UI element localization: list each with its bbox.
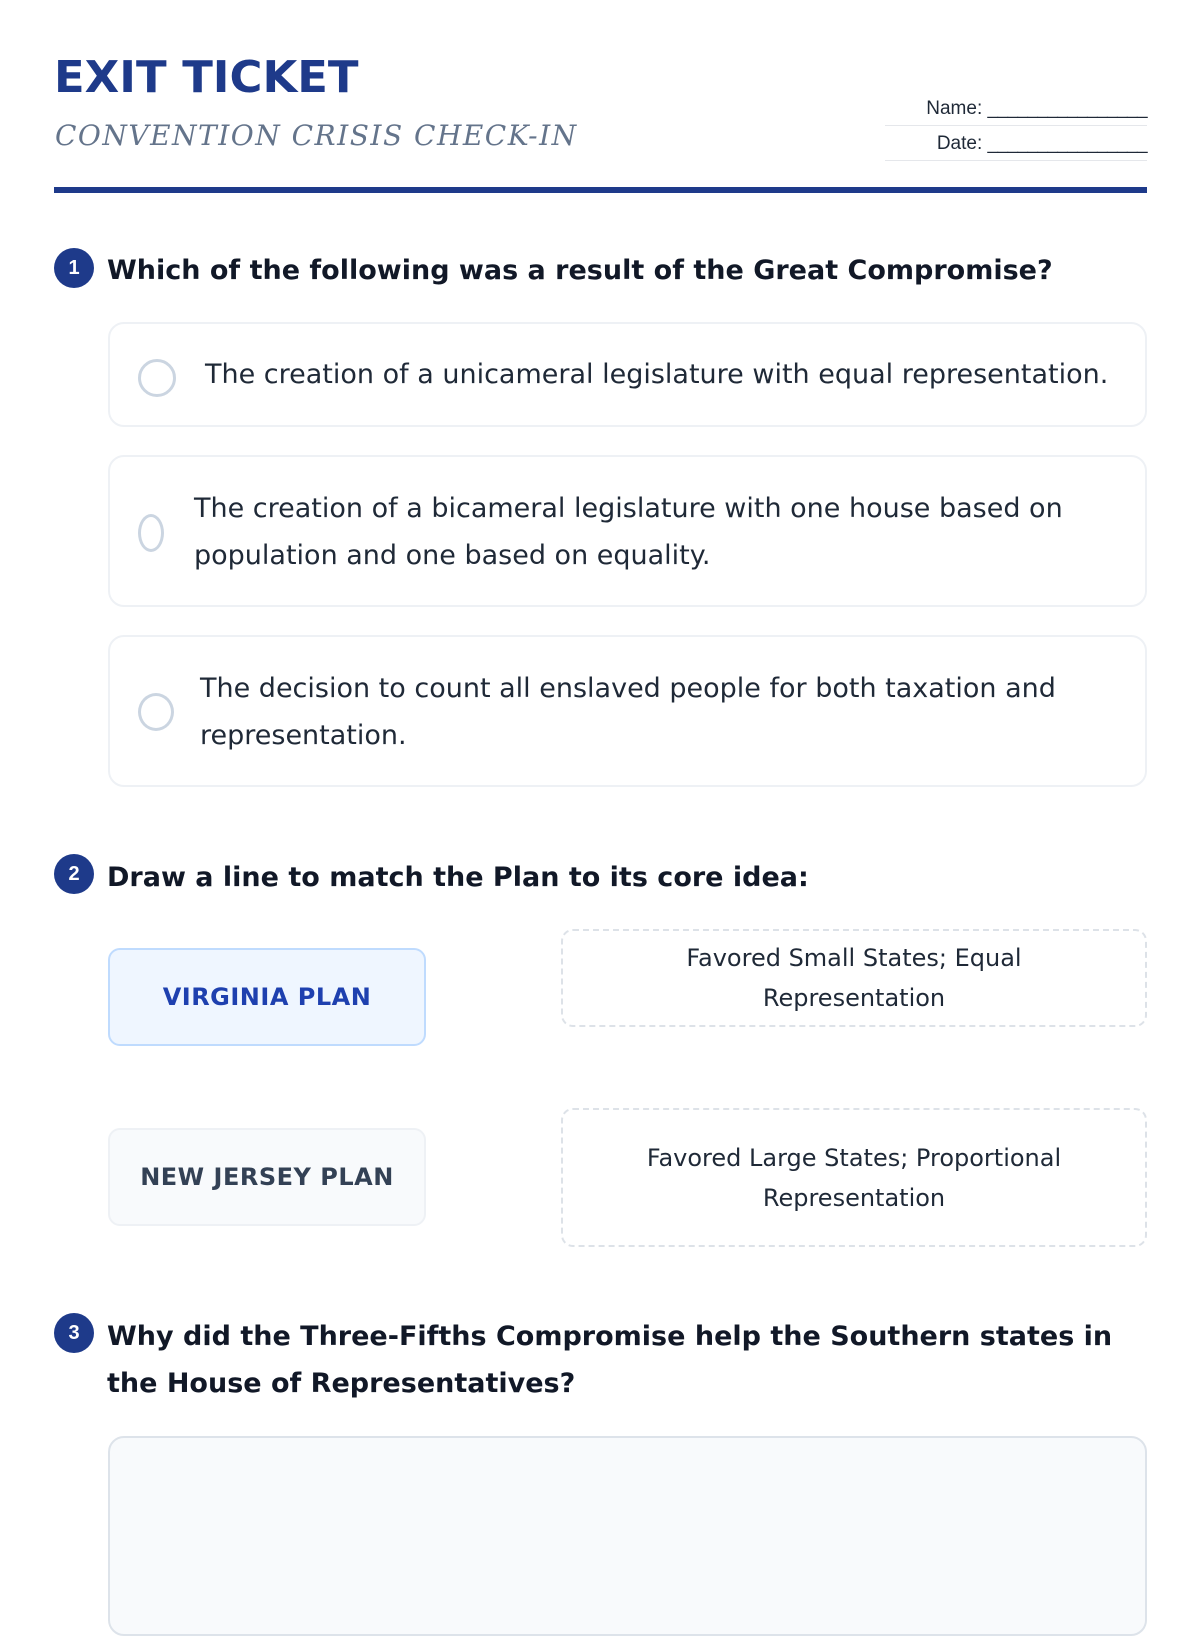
question-number-badge: 2	[54, 854, 94, 894]
question-1-text: Which of the following was a result of the Great Compromise?	[107, 255, 1053, 286]
page-subtitle: CONVENTION CRISIS CHECK-IN	[55, 119, 578, 152]
radio-button[interactable]	[138, 693, 174, 731]
option-1c[interactable]	[108, 635, 1147, 787]
name-blank: ________________	[987, 98, 1147, 119]
option-text: The decision to count all enslaved people for both taxation and representation.	[200, 673, 1056, 751]
question-3-text: Why did the Three-Fifths Compromise help the Southern states in the House of Representatives?	[107, 1321, 1113, 1399]
virginia-plan-card[interactable]: VIRGINIA PLAN	[108, 948, 426, 1046]
date-blank: ________________	[987, 133, 1147, 154]
core-idea-large-states[interactable]: Favored Large States; Proportional Representation	[561, 1108, 1147, 1247]
core-idea-small-states[interactable]: Favored Small States; Equal Representation	[561, 929, 1147, 1027]
header-divider	[54, 187, 1147, 193]
option-text: The creation of a unicameral legislature with equal representation.	[205, 359, 1109, 390]
radio-button[interactable]	[138, 359, 176, 397]
option-text: The creation of a bicameral legislature with one house based on population and one based on equality.	[194, 493, 1063, 571]
radio-button[interactable]	[138, 514, 164, 552]
answer-textarea[interactable]	[108, 1436, 1147, 1636]
name-label: Name:	[926, 98, 983, 119]
name-field[interactable]	[885, 92, 1147, 126]
question-number-badge: 1	[54, 248, 94, 288]
page-title: EXIT TICKET	[54, 52, 359, 103]
date-label: Date:	[936, 133, 983, 154]
date-field[interactable]	[885, 127, 1147, 161]
question-2-text: Draw a line to match the Plan to its core idea:	[107, 862, 809, 893]
new-jersey-plan-card[interactable]: NEW JERSEY PLAN	[108, 1128, 426, 1226]
option-1a[interactable]	[108, 322, 1147, 427]
option-1b[interactable]	[108, 455, 1147, 607]
question-number-badge: 3	[54, 1313, 94, 1353]
